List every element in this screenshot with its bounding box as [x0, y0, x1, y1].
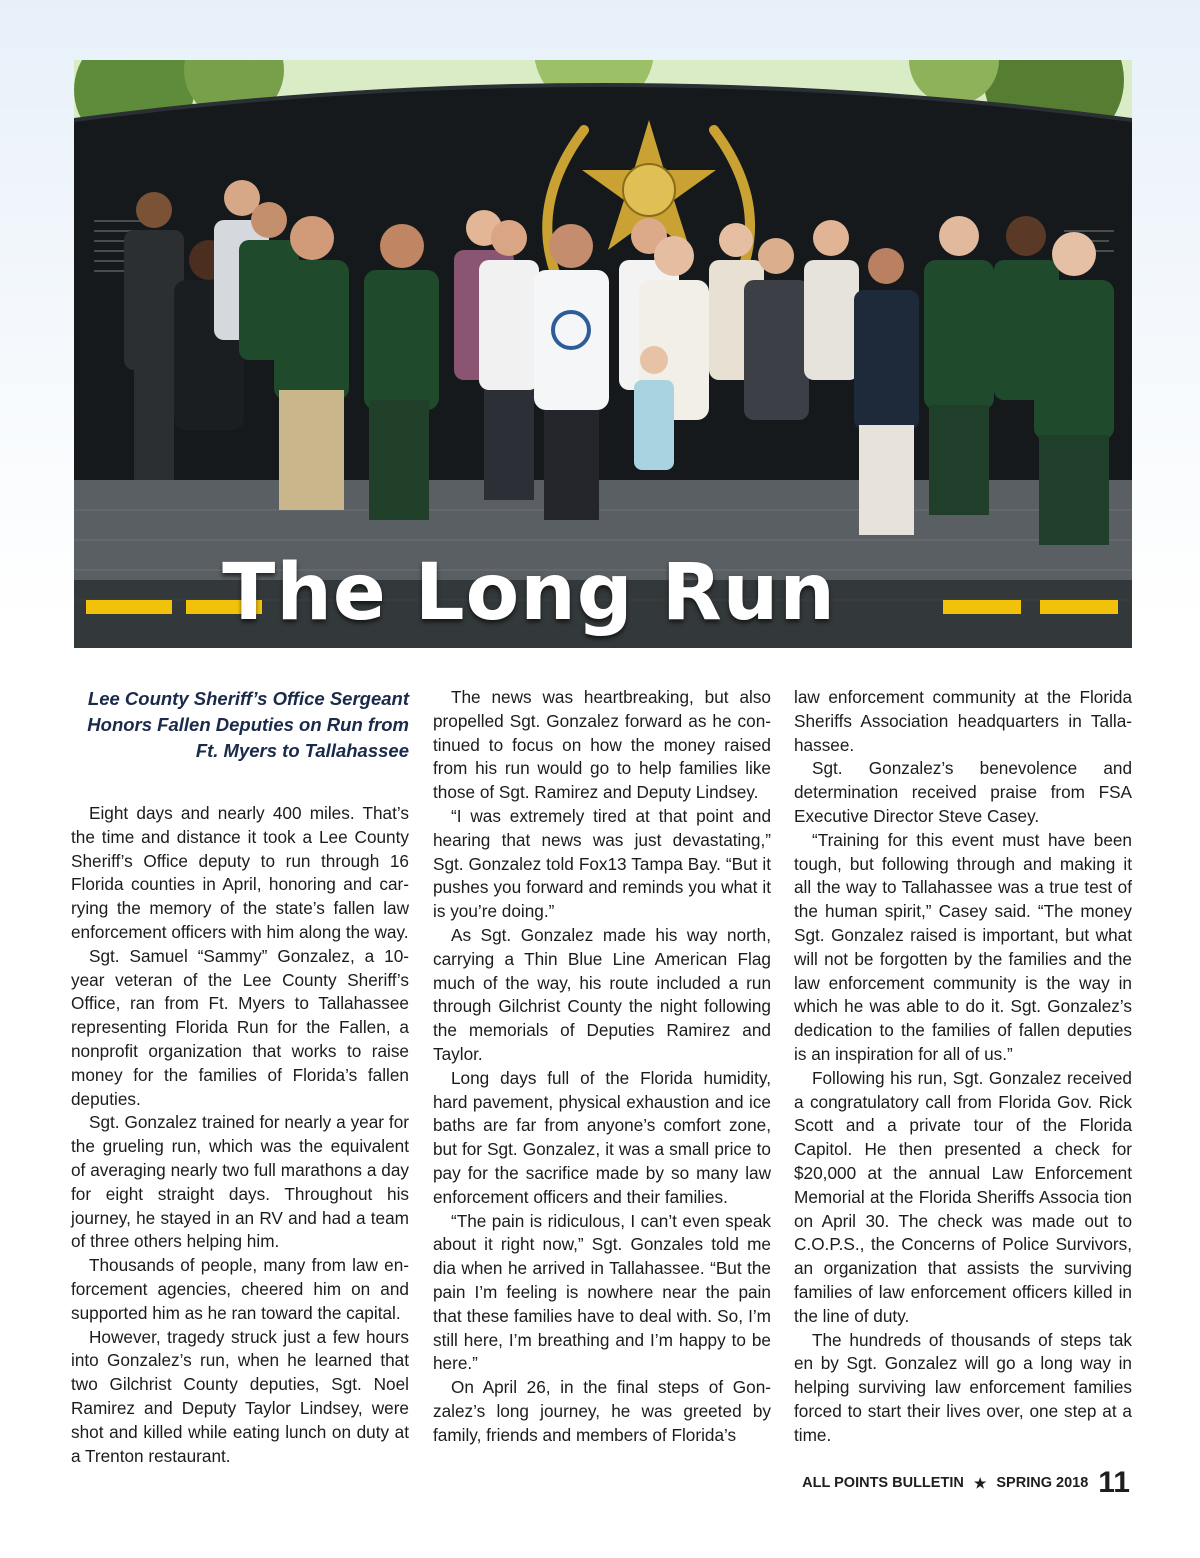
- column-3: [794, 686, 1132, 1448]
- column-1: [71, 686, 409, 1468]
- page-footer: [802, 1466, 1130, 1500]
- paragraph: Sgt. Samuel “Sammy” Gonzalez, a 10-year veteran of the Lee County Sheriff’s Office, ran from Ft. Myers to Tallahassee representing Florida Run for the Fallen, a nonprofit organization that works to raise money for the families of Florida’s fallen deputies.: [71, 945, 409, 1109]
- paragraph: Eight days and nearly 400 miles. That’s the time and distance it took a Lee County Sheriff’s Office deputy to run through 16 Florida counties in April, honoring and carrying the memory of the state’s fallen law enforcement officers with him along the way.: [71, 803, 409, 942]
- article-title: The Long Run: [222, 548, 836, 638]
- paragraph: Sgt. Gonzalez’s benevolence and determination received praise from FSA Executive Director Steve Casey.: [794, 758, 1132, 826]
- page-number: 11: [1098, 1466, 1130, 1499]
- article-subhead: Lee County Sheriff’s Office Sergeant Honors Fallen Deputies on Run from Ft. Myers to Tallahassee: [87, 688, 409, 761]
- issue-date: SPRING 2018: [996, 1475, 1089, 1491]
- star-icon: ★: [973, 1474, 987, 1491]
- paragraph: Sgt. Gonzalez trained for nearly a year for the grueling run, which was the equivalent of averaging nearly two full marathons a day for eight straight days. Throughout his journey, he stayed in an RV and had a team of three others helping him.: [71, 1112, 409, 1252]
- paragraph-continued: law enforcement community at the Florida Sheriffs Association headquarters in Tallahassee.: [794, 687, 1132, 755]
- paragraph: Long days full of the Florida humidity, hard pavement, physical exhaustion and ice baths are far from anyone’s comfort zone, but for Sgt. Gonzalez, it was a small price to pay for the sacrifice made by so many law enforcement officers and their families.: [433, 1067, 771, 1207]
- publication-name: ALL POINTS BULLETIN: [802, 1475, 964, 1491]
- paragraph: “Training for this event must have been tough, but following through and making it all the way to Tallahassee was a true test of the human spirit,” Casey said. “The money Sgt. Gonzalez raised is important, but what will not be forgotten by the families and the law enforcement community is the way in which he was able to do it. Sgt. Gonzalez’s dedication to the families of fallen deputies is an inspiration for all of us.”: [794, 829, 1132, 1064]
- column-2: [433, 686, 771, 1448]
- paragraph: The hundreds of thousands of steps tak en by Sgt. Gonzalez will go a long way in helping surviving law enforcement families forced to start their lives over, one step at a time.: [794, 1329, 1132, 1445]
- paragraph: The news was heartbreaking, but also propelled Sgt. Gonzalez forward as he continued to focus on how the money raised from his run would go to help families like those of Sgt. Ramirez and Deputy Lindsey.: [433, 687, 771, 803]
- paragraph: “The pain is ridiculous, I can’t even speak about it right now,” Sgt. Gonzales told me dia when he arrived in Tallahassee. “But the pain I’m feeling is nowhere near the pain that these families have to deal with. So, I’m still here, I’m breathing and I’m happy to be here.”: [433, 1210, 771, 1374]
- paragraph: “I was extremely tired at that point and hearing that news was just devastating,” Sgt. Gonzalez told Fox13 Tampa Bay. “But it pushes you forward and reminds you what it is you’re doing.”: [433, 805, 771, 922]
- paragraph: Thousands of people, many from law enforcement agencies, cheered him on and supported him as he ran toward the capital.: [71, 1255, 409, 1323]
- paragraph: Following his run, Sgt. Gonzalez received a congratulatory call from Florida Gov. Rick Scott and a private tour of the Florida Capitol. He then presented a check for $20,000 at the annual Law Enforcement Memorial at the Florida Sheriffs Associa tion on April 30. The check was made out to C.O.P.S., the Concerns of Police Survivors, an organization that assists the surviving families of law enforcement officers killed in the line of duty.: [794, 1067, 1132, 1326]
- paragraph: On April 26, in the final steps of Gonzalez’s long journey, he was greeted by family, friends and members of Florida’s: [433, 1377, 771, 1445]
- paragraph: However, tragedy struck just a few hours into Gonzalez’s run, when he learned that two Gilchrist County deputies, Sgt. Noel Ramirez and Deputy Taylor Lindsey, were shot and killed while eating lunch on duty at a Trenton restaurant.: [71, 1326, 409, 1466]
- paragraph: As Sgt. Gonzalez made his way north, carrying a Thin Blue Line American Flag much of the way, his route included a run through Gilchrist County the night following the memorials of Deputies Ramirez and Taylor.: [433, 924, 771, 1064]
